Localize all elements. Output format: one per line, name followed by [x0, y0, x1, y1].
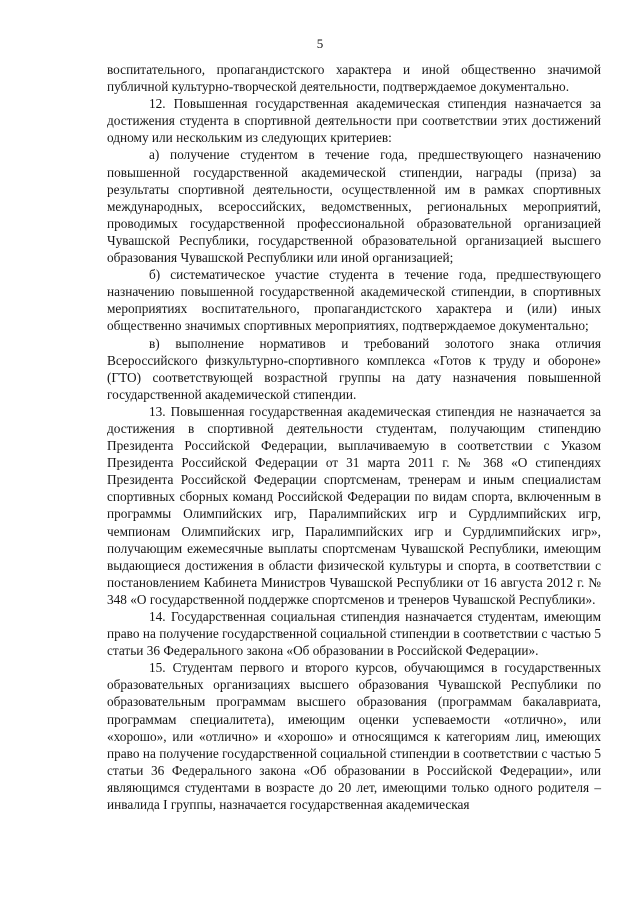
- paragraph-13: 13. Повышенная государственная академическая стипендия не назначается за достижения в спортивной деятельности студентам, получающим стипендию Президента Российской Федерации, выплачиваемую в соответствии с Указом Президента Российской Федерации от 31 марта 2011 г. № 368 «О стипендиях Президента Российской Федерации спортсменам, тренерам и иным специалистам спортивных сборных команд Российской Федерации по видам спорта, включенным в программы Олимпийских игр, Паралимпийских игр и Сурдлимпийских игр, чемпионам Олимпийских игр, Паралимпийских игр и Сурдлимпийских игр», получающим ежемесячные выплаты спортсменам Чувашской Республики, имеющим выдающиеся достижения в области физической культуры и спорта, в соответствии с постановлением Кабинета Министров Чувашской Республики от 16 августа 2012 г. № 348 «О государственной поддержке спортсменов и тренеров Чувашской Республики».: [107, 403, 601, 607]
- paragraph-12-a: а) получение студентом в течение года, предшествующего назначению повышенной государственной академической стипендии, награды (приза) за результаты спортивной деятельности, осуществленной им в рамках спортивных международных, всероссийских, ведомственных, региональных мероприятий, проводимых государственной профессиональной образовательной организацией Чувашской Республики, государственной образовательной организацией высшего образования Чувашской Республики или иной организацией;: [107, 147, 601, 266]
- paragraph-15: 15. Студентам первого и второго курсов, обучающимся в государственных образовательных организациях высшего образования Чувашской Республики по образовательным программам высшего образования (программам бакалавриата, программам специалитета), имеющим оценки успеваемости «отлично», или «хорошо», или «отлично» и «хорошо» и относящимся к категориям лиц, имеющих право на получение государственной социальной стипендии в соответствии с частью 5 статьи 36 Федерального закона «Об образовании в Российской Федерации», или являющимся студентами в возрасте до 20 лет, имеющими только одного родителя – инвалида I группы, назначается государственная академическая: [107, 660, 601, 813]
- body-text: [107, 61, 601, 813]
- paragraph-12: 12. Повышенная государственная академическая стипендия назначается за достижения студента в спортивной деятельности при соответствии этих достижений одному или нескольким из следующих критериев:: [107, 96, 601, 146]
- paragraph-12-b: б) систематическое участие студента в течение года, предшествующего назначению повышенной государственной академической стипендии, в спортивных мероприятиях воспитательного, пропагандистского характера и (или) иных общественно значимых спортивных мероприятиях, подтверждаемое документально;: [107, 267, 601, 334]
- paragraph-continuation: воспитательного, пропагандистского характера и иной общественно значимой публичной культурно-творческой деятельности, подтверждаемое документально.: [107, 62, 601, 95]
- paragraph-14: 14. Государственная социальная стипендия назначается студентам, имеющим право на получение государственной социальной стипендии в соответствии с частью 5 статьи 36 Федерального закона «Об образовании в Российской Федерации».: [107, 609, 601, 659]
- page-number: 5: [316, 36, 324, 51]
- paragraph-12-v: в) выполнение нормативов и требований золотого знака отличия Всероссийского физкультурно-спортивного комплекса «Готов к труду и обороне» (ГТО) соответствующей возрастной группы на дату назначения повышенной государственной академической стипендии.: [107, 335, 601, 402]
